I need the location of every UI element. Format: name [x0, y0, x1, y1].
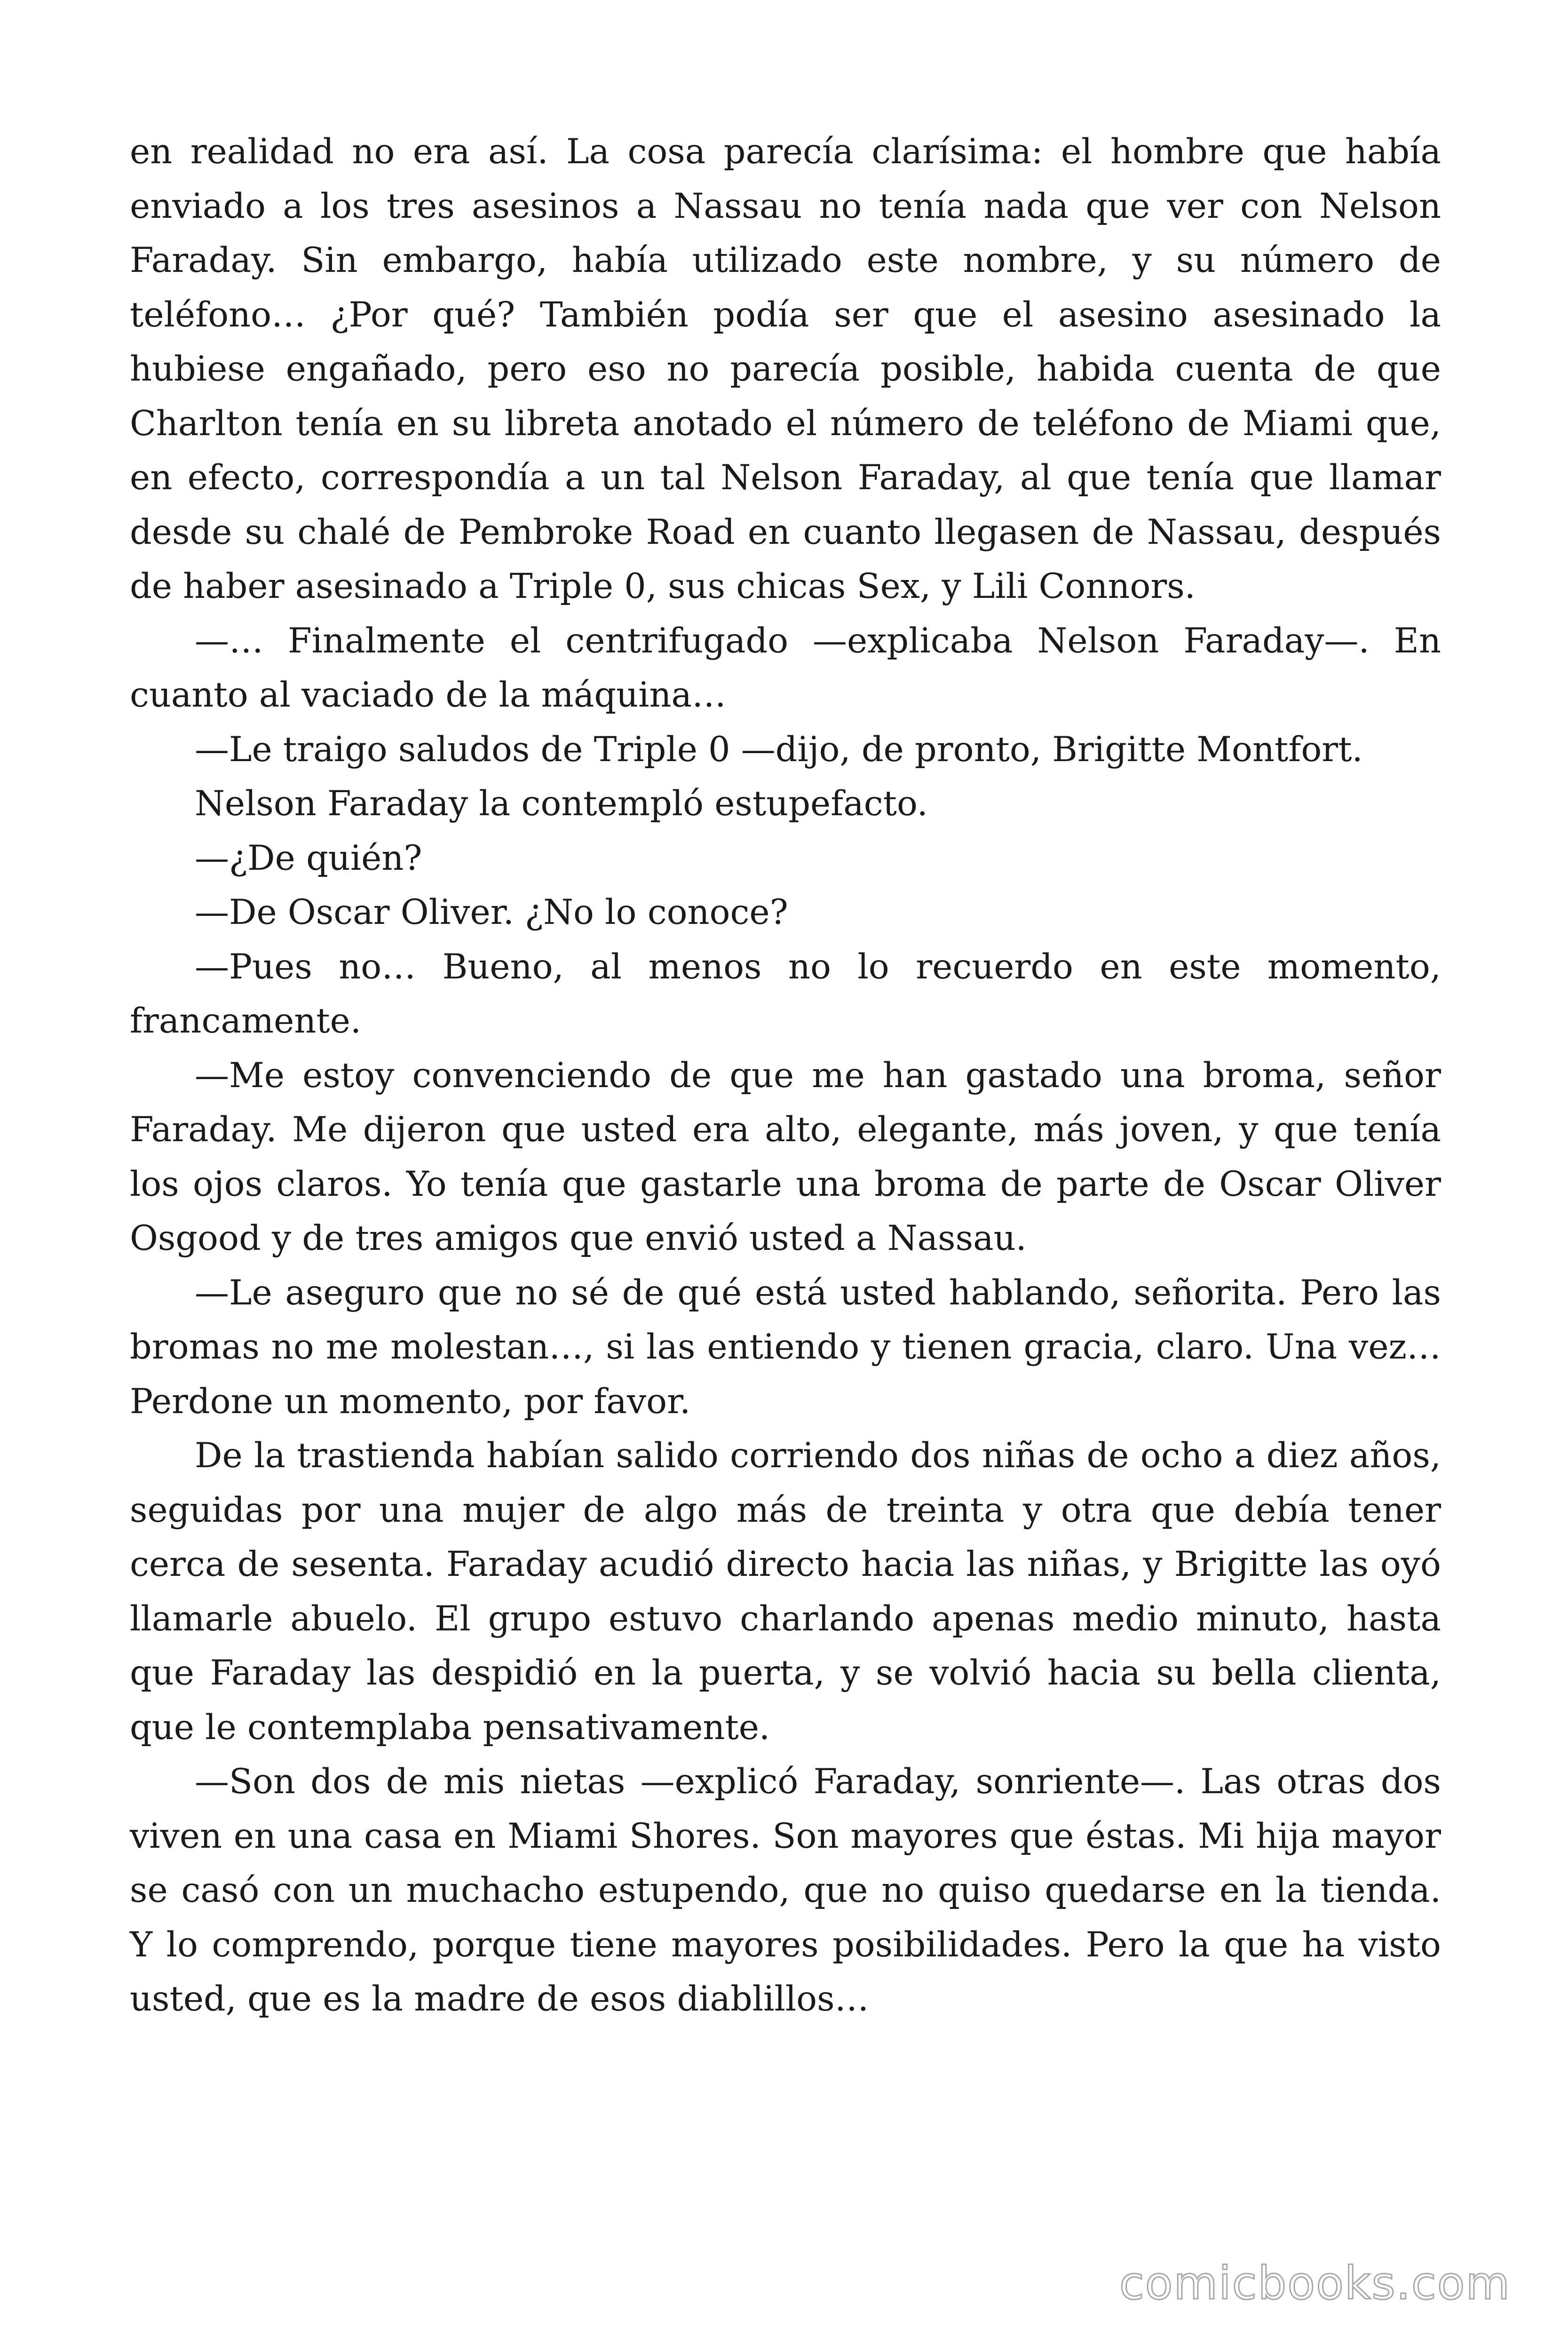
- paragraph: De la trastienda habían salido corriendo dos niñas de ocho a diez años, seguidas por una mujer de algo más de treinta y otra que debía tener cerca de sesenta. Faraday acudió directo hacia las niñas, y Brigitte las oyó llamarle abuelo. El grupo estuvo charlando apenas medio minuto, hasta que Faraday las despidió en la puerta, y se volvió hacia su bella clienta, que le contemplaba pensativamente.: [130, 1436, 1441, 1748]
- paragraph: —Me estoy convenciendo de que me han gastado una broma, señor Faraday. Me dijeron que usted era alto, elegante, más joven, y que tenía los ojos claros. Yo tenía que gastarle una broma de parte de Oscar Oliver Osgood y de tres amigos que envió usted a Nassau.: [130, 1055, 1441, 1258]
- paragraph: en realidad no era así. La cosa parecía clarísima: el hombre que había enviado a los tres asesinos a Nassau no tenía nada que ver con Nelson Faraday. Sin embargo, había utilizado este nombre, y su número de teléfono… ¿Por qué? También podía ser que el asesino asesinado la hubiese engañado, pero eso no parecía posible, habida cuenta de que Charlton tenía en su libreta anotado el número de teléfono de Miami que, en efecto, correspondía a un tal Nelson Faraday, al que tenía que llamar desde su chalé de Pembroke Road en cuanto llegasen de Nassau, después de haber asesinado a Triple 0, sus chicas Sex, y Lili Connors.: [130, 132, 1441, 606]
- watermark: comicbooks.com: [1119, 2257, 1511, 2310]
- paragraph: —Son dos de mis nietas —explicó Faraday, sonriente—. Las otras dos viven en una casa en Miami Shores. Son mayores que éstas. Mi hija mayor se casó con un muchacho estupendo, que no quiso quedarse en la tienda. Y lo comprendo, porque tiene mayores posibilidades. Pero la que ha visto usted, que es la madre de esos diablillos…: [130, 1762, 1441, 2019]
- paragraph: —Le traigo saludos de Triple 0 —dijo, de pronto, Brigitte Montfort.: [195, 729, 1363, 770]
- paragraph: —De Oscar Oliver. ¿No lo conoce?: [195, 892, 788, 932]
- paragraph: —… Finalmente el centrifugado —explicaba Nelson Faraday—. En cuanto al vaciado de la máquina…: [130, 620, 1441, 715]
- body-text: [130, 125, 1441, 2026]
- paragraph: Nelson Faraday la contempló estupefacto.: [195, 784, 928, 824]
- paragraph: —Le aseguro que no sé de qué está usted hablando, señorita. Pero las bromas no me molestan…, si las entiendo y tienen gracia, claro. Una vez… Perdone un momento, por favor.: [130, 1272, 1441, 1422]
- paragraph: —¿De quién?: [195, 838, 422, 878]
- paragraph: —Pues no… Bueno, al menos no lo recuerdo en este momento, francamente.: [130, 946, 1441, 1041]
